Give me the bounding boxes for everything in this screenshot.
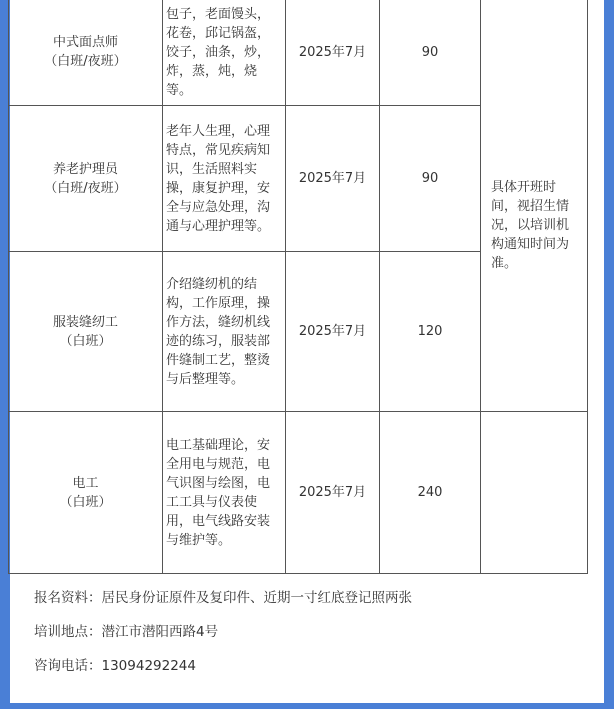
course-date: 2025年7月	[286, 252, 380, 412]
course-hours: 90	[380, 106, 481, 252]
course-date: 2025年7月	[286, 412, 380, 574]
course-content: 包子，老面馒头，花卷，邱记锅盔，饺子，油条，炒，炸，蒸，炖，烧等。	[163, 0, 286, 106]
course-name: 中式面点师	[52, 35, 118, 50]
course-hours: 90	[380, 0, 481, 106]
course-table	[8, 0, 588, 574]
course-hours: 120	[380, 252, 481, 412]
course-shift: （白班/夜班）	[44, 54, 127, 69]
course-note: 具体开班时间，视招生情况，以培训机构通知时间为准。	[481, 0, 588, 412]
course-content: 电工基础理论，安全用电与规范，电气识图与绘图，电工工具与仪表使用，电气线路安装与维护等。	[163, 412, 286, 574]
course-content: 介绍缝纫机的结构，工作原理，操作方法，缝纫机线迹的练习，服装部件缝制工艺，整烫与后整理等。	[163, 252, 286, 412]
course-name: 服装缝纫工	[52, 314, 118, 330]
course-name-cell	[9, 412, 163, 574]
consult-phone: 咨询电话：13094292244	[34, 658, 196, 674]
course-name: 电工	[72, 475, 99, 491]
course-name-cell	[9, 0, 163, 106]
course-date: 2025年7月	[286, 0, 380, 106]
course-shift: （白班）	[59, 333, 112, 349]
course-content: 老年人生理，心理特点，常见疾病知识，生活照料实操，康复护理，安全与应急处理，沟通与心理护理等。	[163, 106, 286, 252]
registration-materials: 报名资料：居民身份证原件及复印件、近期一寸红底登记照两张	[34, 590, 412, 606]
course-name-cell	[9, 106, 163, 252]
table-row	[9, 0, 588, 106]
course-shift: （白班/夜班）	[44, 180, 127, 196]
training-location: 培训地点：潜江市潜阳西路4号	[34, 624, 219, 640]
course-name-cell	[9, 252, 163, 412]
course-hours: 240	[380, 412, 481, 574]
course-name: 养老护理员	[52, 161, 118, 177]
course-note-empty	[481, 412, 588, 574]
course-date: 2025年7月	[286, 106, 380, 252]
course-shift: （白班）	[59, 494, 112, 510]
table-row	[9, 412, 588, 574]
